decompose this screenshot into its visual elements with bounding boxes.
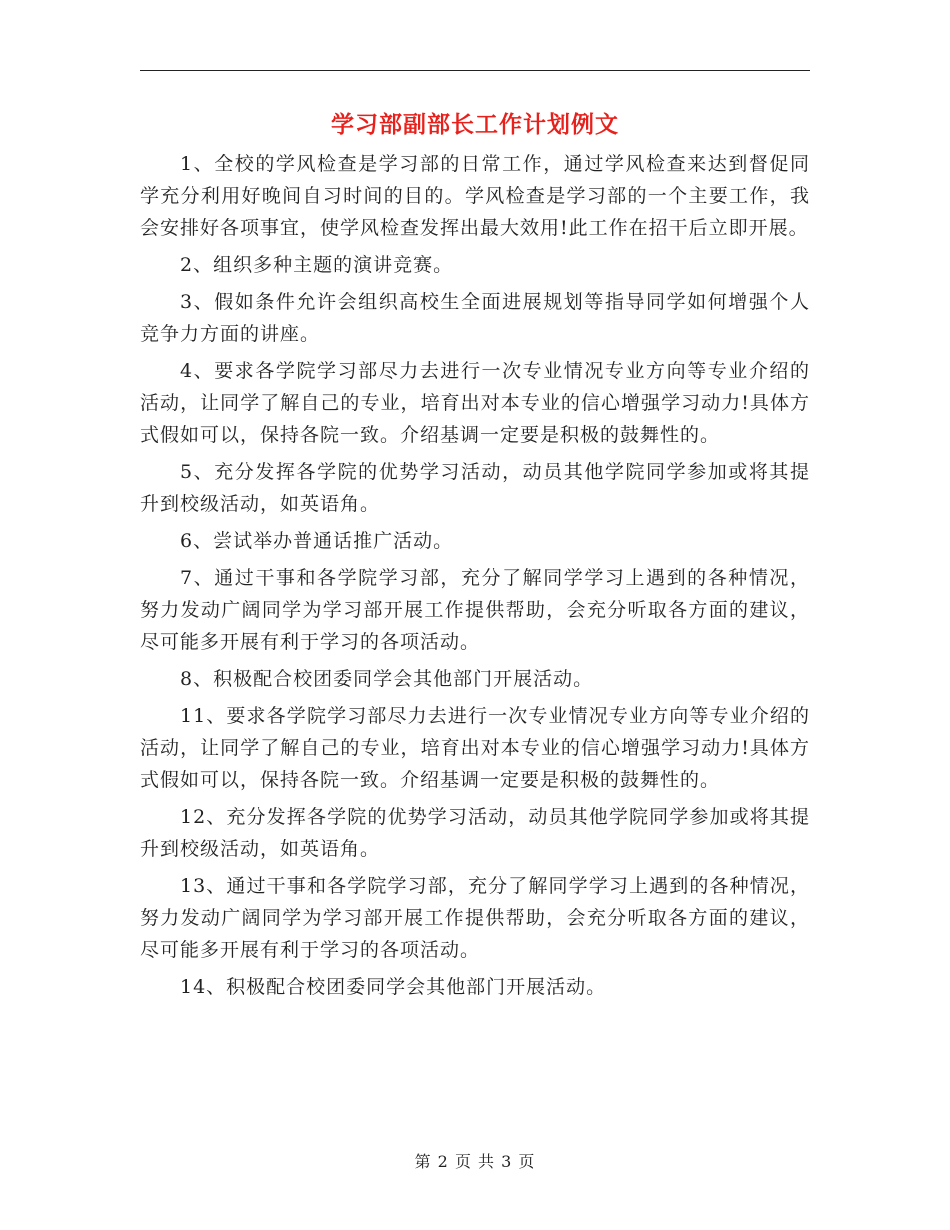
- paragraph-1: 1、全校的学风检查是学习部的日常工作，通过学风检查来达到督促同学充分利用好晚间自习时间的目的。学风检查是学习部的一个主要工作，我会安排好各项事宜，使学风检查发挥出最大效用!此工作在招干后立即开展。: [140, 153, 810, 239]
- paragraph-5: 5、充分发挥各学院的优势学习活动，动员其他学院同学参加或将其提升到校级活动，如英语角。: [140, 461, 810, 515]
- paragraph-11: 11、要求各学院学习部尽力去进行一次专业情况专业方向等专业介绍的活动，让同学了解自己的专业，培育出对本专业的信心增强学习动力!具体方式假如可以，保持各院一致。介绍基调一定要是积极的鼓舞性的。: [140, 705, 810, 791]
- paragraph-2: 2、组织多种主题的演讲竞赛。: [180, 254, 454, 276]
- paragraph-12: 12、充分发挥各学院的优势学习活动，动员其他学院同学参加或将其提升到校级活动，如英语角。: [140, 806, 810, 860]
- paragraph-14: 14、积极配合校团委同学会其他部门开展活动。: [180, 976, 607, 998]
- paragraph-6: 6、尝试举办普通话推广活动。: [180, 530, 454, 552]
- page-footer: 第 2 页 共 3 页: [414, 1152, 536, 1171]
- paragraph-3: 3、假如条件允许会组织高校生全面进展规划等指导同学如何增强个人竞争力方面的讲座。: [140, 291, 810, 345]
- header-rule: [140, 70, 810, 71]
- paragraph-4: 4、要求各学院学习部尽力去进行一次专业情况专业方向等专业介绍的活动，让同学了解自己的专业，培育出对本专业的信心增强学习动力!具体方式假如可以，保持各院一致。介绍基调一定要是积极的鼓舞性的。: [140, 360, 810, 446]
- paragraph-13: 13、通过干事和各学院学习部，充分了解同学学习上遇到的各种情况，努力发动广阔同学为学习部开展工作提供帮助，会充分听取各方面的建议，尽可能多开展有利于学习的各项活动。: [140, 875, 810, 961]
- paragraph-7: 7、通过干事和各学院学习部，充分了解同学学习上遇到的各种情况，努力发动广阔同学为学习部开展工作提供帮助，会充分听取各方面的建议，尽可能多开展有利于学习的各项活动。: [140, 567, 810, 653]
- document-title: 学习部副部长工作计划例文: [331, 111, 619, 138]
- paragraph-8: 8、积极配合校团委同学会其他部门开展活动。: [180, 668, 594, 690]
- document-body: [140, 148, 810, 1008]
